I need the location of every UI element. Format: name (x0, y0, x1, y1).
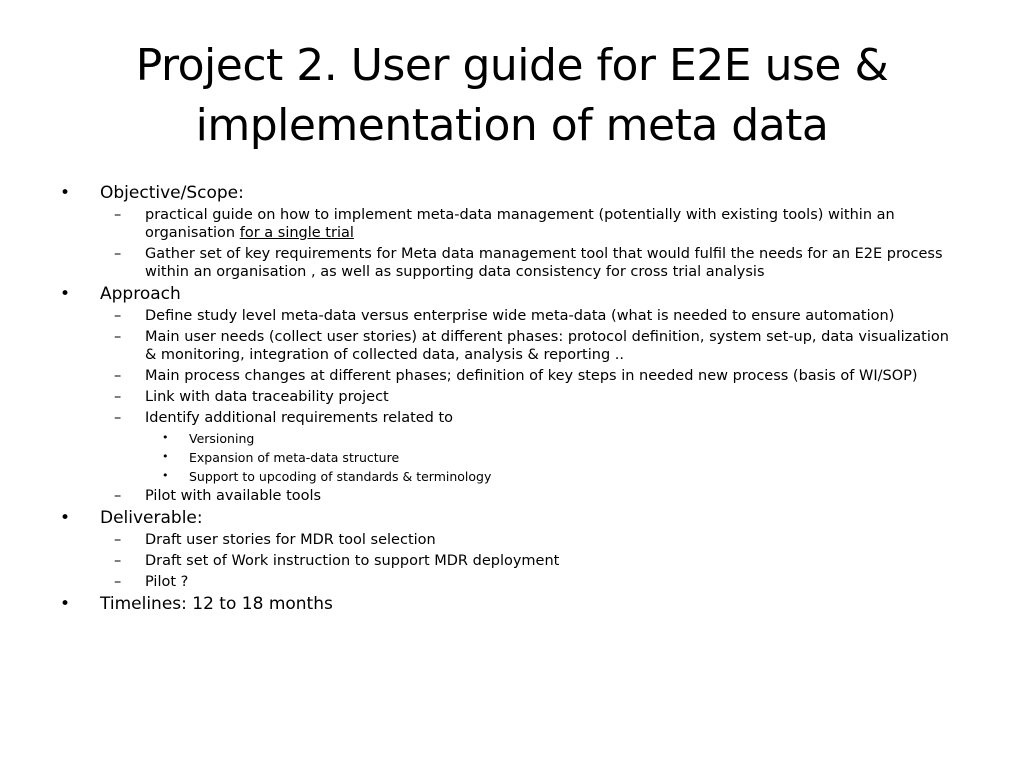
sub-bullet-text: Main user needs (collect user stories) at different phases: protocol definition, system set-up, data visualization & monitoring, integration of collected data, analysis & reporting .. (145, 329, 949, 363)
sub-sub-bullet-text: Support to upcoding of standards & terminology (189, 469, 492, 484)
dash-icon: – (114, 207, 122, 223)
bullet-icon: • (162, 450, 169, 463)
sub-bullet (56, 573, 956, 591)
dash-icon: – (114, 308, 122, 324)
sub-bullet (56, 388, 956, 406)
bullet-objective (56, 183, 956, 204)
sub-sub-bullet-text: Versioning (189, 431, 255, 446)
underlined-text: for a single trial (239, 225, 354, 241)
bullet-icon: • (60, 594, 71, 614)
bullet-deliverable (56, 508, 956, 529)
bullet-approach (56, 284, 956, 305)
sub-bullet-text: Draft user stories for MDR tool selection (145, 532, 436, 548)
bullet-icon: • (60, 508, 71, 528)
dash-icon: – (114, 389, 122, 405)
dash-icon: – (114, 329, 122, 345)
bullet-timelines (56, 594, 956, 615)
sub-bullet (56, 531, 956, 549)
bullet-text: Deliverable: (100, 508, 203, 528)
sub-bullet (56, 328, 956, 364)
sub-bullet-text: Pilot ? (145, 574, 189, 590)
dash-icon: – (114, 553, 122, 569)
sub-bullet-text: Main process changes at different phases; definition of key steps in needed new process (basis of WI/SOP) (145, 368, 918, 384)
sub-bullet-text: Link with data traceability project (145, 389, 389, 405)
title-line-2: implementation of meta data (195, 100, 829, 151)
dash-icon: – (114, 574, 122, 590)
slide-body (56, 183, 956, 617)
bullet-text: Approach (100, 284, 181, 304)
dash-icon: – (114, 488, 122, 504)
sub-bullet-text: Define study level meta-data versus enterprise wide meta-data (what is needed to ensure automation) (145, 308, 895, 324)
sub-bullet (56, 307, 956, 325)
sub-sub-bullet-text: Expansion of meta-data structure (189, 450, 400, 465)
dash-icon: – (114, 532, 122, 548)
bullet-icon: • (60, 284, 71, 304)
sub-bullet-text: Gather set of key requirements for Meta data management tool that would fulfil the needs for an E2E process within an organisation , as well as supporting data consistency for cross trial analysis (145, 246, 943, 280)
title-line-1: Project 2. User guide for E2E use & (135, 40, 889, 91)
bullet-icon: • (162, 431, 169, 444)
sub-bullet-text: practical guide on how to implement meta-data management (potentially with existing tools) within an organisation (145, 207, 895, 241)
dash-icon: – (114, 368, 122, 384)
sub-sub-bullet (56, 430, 956, 448)
sub-bullet-text: Identify additional requirements related to (145, 410, 454, 426)
sub-bullet (56, 552, 956, 570)
sub-sub-bullet (56, 449, 956, 467)
slide-title (60, 36, 964, 156)
sub-bullet-text: Draft set of Work instruction to support MDR deployment (145, 553, 560, 569)
bullet-text: Timelines: 12 to 18 months (100, 594, 333, 614)
dash-icon: – (114, 410, 122, 426)
dash-icon: – (114, 246, 122, 262)
sub-bullet (56, 206, 956, 242)
sub-bullet (56, 367, 956, 385)
bullet-icon: • (162, 469, 169, 482)
bullet-text: Objective/Scope: (100, 183, 244, 203)
sub-bullet-text: Pilot with available tools (145, 488, 322, 504)
sub-bullet (56, 245, 956, 281)
bullet-icon: • (60, 183, 71, 203)
sub-bullet (56, 487, 956, 505)
sub-bullet (56, 409, 956, 427)
sub-sub-bullet (56, 468, 956, 486)
